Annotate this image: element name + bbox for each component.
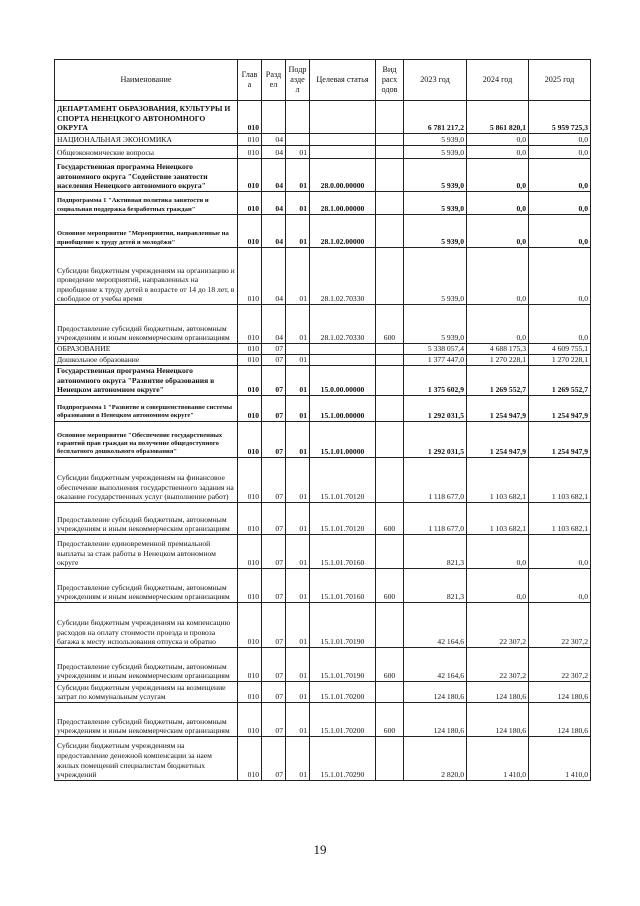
row-razdel: 07 [262, 457, 286, 502]
row-value-2024: 0,0 [467, 159, 529, 192]
row-target-article [310, 146, 376, 159]
row-name: Основное мероприятие "Обеспечение государственных гарантий прав граждан на получение общедоступного бесплатного дошкольного образования" [55, 421, 238, 457]
row-glava: 010 [238, 192, 262, 215]
row-value-2024: 0,0 [467, 192, 529, 215]
row-expense-type [376, 602, 404, 647]
row-expense-type [376, 159, 404, 192]
row-target-article [310, 344, 376, 355]
row-glava: 010 [238, 702, 262, 736]
row-expense-type [376, 215, 404, 248]
row-glava: 010 [238, 502, 262, 534]
table-row [55, 681, 591, 702]
row-name: Субсидии бюджетным учреждениям на возмещение затрат по коммунальным услугам [55, 681, 238, 702]
row-value-2024: 22 307,2 [467, 602, 529, 647]
row-expense-type [376, 421, 404, 457]
row-name: Общеэкономические вопросы [55, 146, 238, 159]
row-razdel: 04 [262, 305, 286, 344]
row-expense-type [376, 248, 404, 305]
row-name: Предоставление субсидий бюджетным, автономным учреждениям и иным некоммерческим организациям [55, 647, 238, 681]
row-value-2023: 1 377 447,0 [404, 355, 467, 366]
row-glava: 010 [238, 395, 262, 421]
row-value-2025: 1 269 552,7 [529, 366, 591, 396]
table-body [55, 101, 591, 781]
row-razdel: 07 [262, 736, 286, 780]
budget-table [54, 59, 591, 781]
row-name: Предоставление субсидий бюджетным, автономным учреждениям и иным некоммерческим организациям [55, 502, 238, 534]
row-value-2024: 4 688 175,3 [467, 344, 529, 355]
row-name: Подпрограмма 1 "Активная политика занятости и социальная поддержка безработных граждан" [55, 192, 238, 215]
row-value-2023: 821,3 [404, 534, 467, 568]
row-value-2023: 5 939,0 [404, 192, 467, 215]
row-podrazdel: 01 [286, 568, 310, 602]
row-razdel: 07 [262, 568, 286, 602]
row-target-article: 15.1.01.70290 [310, 736, 376, 780]
row-value-2024: 0,0 [467, 248, 529, 305]
row-target-article: 15.1.01.70200 [310, 681, 376, 702]
row-target-article: 15.1.01.00000 [310, 421, 376, 457]
row-glava: 010 [238, 146, 262, 159]
row-glava: 010 [238, 366, 262, 396]
row-glava: 010 [238, 421, 262, 457]
row-value-2025: 0,0 [529, 305, 591, 344]
row-value-2025: 0,0 [529, 534, 591, 568]
row-value-2023: 5 939,0 [404, 215, 467, 248]
row-razdel: 07 [262, 602, 286, 647]
row-target-article: 15.1.00.00000 [310, 395, 376, 421]
row-target-article [310, 134, 376, 146]
row-value-2025: 1 270 228,1 [529, 355, 591, 366]
row-value-2023: 5 939,0 [404, 248, 467, 305]
row-razdel: 07 [262, 502, 286, 534]
row-razdel: 04 [262, 159, 286, 192]
row-target-article [310, 355, 376, 366]
row-podrazdel: 01 [286, 395, 310, 421]
row-value-2023: 42 164,6 [404, 647, 467, 681]
row-podrazdel [286, 344, 310, 355]
row-podrazdel: 01 [286, 192, 310, 215]
row-target-article: 15.1.01.70160 [310, 534, 376, 568]
row-value-2025: 1 103 682,1 [529, 457, 591, 502]
col-header-expense-type: Вид расх одов [376, 60, 404, 101]
row-value-2023: 124 180,6 [404, 681, 467, 702]
row-glava: 010 [238, 159, 262, 192]
row-value-2023: 5 939,0 [404, 134, 467, 146]
table-row [55, 736, 591, 780]
row-razdel: 07 [262, 366, 286, 396]
row-value-2025: 22 307,2 [529, 647, 591, 681]
table-row [55, 421, 591, 457]
row-podrazdel: 01 [286, 355, 310, 366]
row-expense-type [376, 101, 404, 134]
row-podrazdel: 01 [286, 366, 310, 396]
row-podrazdel: 01 [286, 602, 310, 647]
row-name: Субсидии бюджетным учреждениям на компенсацию расходов на оплату стоимости проезда и провоза багажа к месту использования отпуска и обратно [55, 602, 238, 647]
row-value-2024: 0,0 [467, 215, 529, 248]
row-value-2025: 0,0 [529, 134, 591, 146]
row-value-2024: 0,0 [467, 305, 529, 344]
row-value-2025: 1 410,0 [529, 736, 591, 780]
row-value-2023: 5 338 057,4 [404, 344, 467, 355]
row-name: Предоставление субсидий бюджетным, автономным учреждениям и иным некоммерческим организациям [55, 568, 238, 602]
table-row [55, 248, 591, 305]
col-header-2025: 2025 год [529, 60, 591, 101]
row-value-2024: 0,0 [467, 568, 529, 602]
table-row [55, 457, 591, 502]
row-value-2023: 124 180,6 [404, 702, 467, 736]
row-expense-type: 600 [376, 568, 404, 602]
row-value-2025: 0,0 [529, 159, 591, 192]
row-podrazdel: 01 [286, 502, 310, 534]
row-value-2024: 1 410,0 [467, 736, 529, 780]
row-name: НАЦИОНАЛЬНАЯ ЭКОНОМИКА [55, 134, 238, 146]
table-row [55, 159, 591, 192]
col-header-podrazdel: Подр азде л [286, 60, 310, 101]
row-value-2024: 0,0 [467, 534, 529, 568]
page-number: 19 [313, 842, 327, 857]
row-value-2025: 1 254 947,9 [529, 395, 591, 421]
row-value-2025: 22 307,2 [529, 602, 591, 647]
row-target-article: 15.0.00.00000 [310, 366, 376, 396]
row-razdel: 04 [262, 215, 286, 248]
table-header-row [55, 60, 591, 101]
row-glava: 010 [238, 134, 262, 146]
row-value-2025: 0,0 [529, 146, 591, 159]
row-value-2023: 821,3 [404, 568, 467, 602]
row-value-2023: 5 939,0 [404, 159, 467, 192]
row-value-2024: 124 180,6 [467, 702, 529, 736]
row-name: Предоставление субсидий бюджетным, автономным учреждениям и иным некоммерческим организациям [55, 702, 238, 736]
row-name: Субсидии бюджетным учреждениям на организацию и проведение мероприятий, направленных на приобщение к труду детей в возрасте от 14 до 18 лет, в свободное от учебы время [55, 248, 238, 305]
row-glava: 010 [238, 355, 262, 366]
table-row [55, 344, 591, 355]
row-glava: 010 [238, 344, 262, 355]
row-name: Предоставление единовременной премиальной выплаты за стаж работы в Ненецком автономном округе [55, 534, 238, 568]
col-header-glava: Глав а [238, 60, 262, 101]
row-glava: 010 [238, 736, 262, 780]
row-glava: 010 [238, 248, 262, 305]
row-expense-type: 600 [376, 647, 404, 681]
row-target-article: 15.1.01.70160 [310, 568, 376, 602]
row-value-2025: 5 959 725,3 [529, 101, 591, 134]
table-row [55, 647, 591, 681]
row-razdel: 07 [262, 344, 286, 355]
row-expense-type: 600 [376, 502, 404, 534]
row-podrazdel: 01 [286, 534, 310, 568]
row-name: Предоставление субсидий бюджетным, автономным учреждениям и иным некоммерческим организациям [55, 305, 238, 344]
row-target-article [310, 101, 376, 134]
row-value-2025: 4 609 755,1 [529, 344, 591, 355]
col-header-2023: 2023 год [404, 60, 467, 101]
row-razdel: 07 [262, 421, 286, 457]
row-value-2024: 124 180,6 [467, 681, 529, 702]
table-row [55, 305, 591, 344]
row-value-2023: 1 118 677,0 [404, 502, 467, 534]
col-header-2024: 2024 год [467, 60, 529, 101]
row-glava: 010 [238, 305, 262, 344]
row-podrazdel [286, 101, 310, 134]
row-name: Дошкольное образование [55, 355, 238, 366]
row-value-2023: 1 375 602,9 [404, 366, 467, 396]
row-razdel: 07 [262, 702, 286, 736]
table-row [55, 568, 591, 602]
row-value-2024: 22 307,2 [467, 647, 529, 681]
row-name: Субсидии бюджетным учреждениям на финансовое обеспечение выполнения государственного задания на оказание государственных услуг (выполнение работ) [55, 457, 238, 502]
row-value-2024: 1 103 682,1 [467, 502, 529, 534]
row-expense-type [376, 344, 404, 355]
row-expense-type [376, 134, 404, 146]
row-target-article: 28.1.02.00000 [310, 215, 376, 248]
table-row [55, 366, 591, 396]
row-value-2024: 1 103 682,1 [467, 457, 529, 502]
table-row [55, 502, 591, 534]
row-value-2024: 5 861 820,1 [467, 101, 529, 134]
row-podrazdel [286, 134, 310, 146]
row-value-2024: 1 269 552,7 [467, 366, 529, 396]
row-expense-type: 600 [376, 702, 404, 736]
row-value-2025: 1 254 947,9 [529, 421, 591, 457]
row-podrazdel: 01 [286, 305, 310, 344]
row-name: ОБРАЗОВАНИЕ [55, 344, 238, 355]
row-expense-type [376, 192, 404, 215]
row-value-2025: 124 180,6 [529, 681, 591, 702]
row-value-2023: 2 820,0 [404, 736, 467, 780]
row-razdel [262, 101, 286, 134]
col-header-target-article: Целевая статья [310, 60, 376, 101]
row-value-2024: 1 254 947,9 [467, 395, 529, 421]
row-name: Государственная программа Ненецкого автономного округа "Развитие образования в Ненецком автономном округе" [55, 366, 238, 396]
row-glava: 010 [238, 647, 262, 681]
row-razdel: 07 [262, 355, 286, 366]
row-name: Субсидии бюджетным учреждениям на предоставление денежной компенсации за наем жилых помещений специалистам бюджетных учреждений [55, 736, 238, 780]
row-value-2025: 0,0 [529, 248, 591, 305]
table-row [55, 534, 591, 568]
row-razdel: 04 [262, 146, 286, 159]
row-value-2023: 5 939,0 [404, 146, 467, 159]
row-expense-type [376, 355, 404, 366]
row-razdel: 04 [262, 192, 286, 215]
row-expense-type [376, 681, 404, 702]
row-razdel: 04 [262, 248, 286, 305]
row-value-2023: 1 292 031,5 [404, 395, 467, 421]
row-value-2023: 6 781 217,2 [404, 101, 467, 134]
row-expense-type [376, 457, 404, 502]
row-glava: 010 [238, 681, 262, 702]
table-row [55, 602, 591, 647]
row-target-article: 28.1.00.00000 [310, 192, 376, 215]
row-target-article: 28.1.02.70330 [310, 305, 376, 344]
row-target-article: 15.1.01.70190 [310, 602, 376, 647]
row-value-2023: 5 939,0 [404, 305, 467, 344]
row-target-article: 28.0.00.00000 [310, 159, 376, 192]
table-row [55, 702, 591, 736]
row-target-article: 28.1.02.70330 [310, 248, 376, 305]
row-razdel: 07 [262, 647, 286, 681]
row-glava: 010 [238, 602, 262, 647]
row-podrazdel: 01 [286, 215, 310, 248]
row-podrazdel: 01 [286, 647, 310, 681]
table-row [55, 215, 591, 248]
row-value-2025: 0,0 [529, 192, 591, 215]
row-value-2025: 0,0 [529, 215, 591, 248]
row-target-article: 15.1.01.70190 [310, 647, 376, 681]
table-row [55, 192, 591, 215]
row-expense-type [376, 146, 404, 159]
row-value-2025: 1 103 682,1 [529, 502, 591, 534]
row-name: Подпрограмма 1 "Развитие и совершенствование системы образования в Ненецком автономном округе" [55, 395, 238, 421]
row-podrazdel: 01 [286, 146, 310, 159]
row-value-2024: 0,0 [467, 146, 529, 159]
row-name: Основное мероприятие "Мероприятия, направленные на приобщение к труду детей и молодёжи" [55, 215, 238, 248]
row-expense-type: 600 [376, 305, 404, 344]
row-glava: 010 [238, 215, 262, 248]
table-row [55, 355, 591, 366]
row-razdel: 04 [262, 134, 286, 146]
row-value-2024: 1 270 228,1 [467, 355, 529, 366]
row-value-2023: 42 164,6 [404, 602, 467, 647]
col-header-razdel: Разд ел [262, 60, 286, 101]
row-razdel: 07 [262, 395, 286, 421]
row-podrazdel: 01 [286, 159, 310, 192]
table-row [55, 134, 591, 146]
row-glava: 010 [238, 457, 262, 502]
row-name: ДЕПАРТАМЕНТ ОБРАЗОВАНИЯ, КУЛЬТУРЫ И СПОРТА НЕНЕЦКОГО АВТОНОМНОГО ОКРУГА [55, 101, 238, 134]
row-value-2025: 0,0 [529, 568, 591, 602]
row-expense-type [376, 366, 404, 396]
col-header-name: Наименование [55, 60, 238, 101]
row-target-article: 15.1.01.70200 [310, 702, 376, 736]
row-glava: 010 [238, 534, 262, 568]
row-razdel: 07 [262, 534, 286, 568]
table-row [55, 395, 591, 421]
row-value-2023: 1 118 677,0 [404, 457, 467, 502]
row-value-2023: 1 292 031,5 [404, 421, 467, 457]
row-expense-type [376, 534, 404, 568]
row-podrazdel: 01 [286, 248, 310, 305]
row-name: Государственная программа Ненецкого автономного округа "Содействие занятости населения Ненецкого автономного округа" [55, 159, 238, 192]
table-row [55, 146, 591, 159]
table-row [55, 101, 591, 134]
row-glava: 010 [238, 101, 262, 134]
row-podrazdel: 01 [286, 702, 310, 736]
row-podrazdel: 01 [286, 736, 310, 780]
row-podrazdel: 01 [286, 421, 310, 457]
row-target-article: 15.1.01.70120 [310, 502, 376, 534]
row-podrazdel: 01 [286, 681, 310, 702]
row-expense-type [376, 736, 404, 780]
row-value-2025: 124 180,6 [529, 702, 591, 736]
row-expense-type [376, 395, 404, 421]
row-razdel: 07 [262, 681, 286, 702]
row-target-article: 15.1.01.70120 [310, 457, 376, 502]
row-podrazdel: 01 [286, 457, 310, 502]
row-value-2024: 0,0 [467, 134, 529, 146]
row-value-2024: 1 254 947,9 [467, 421, 529, 457]
row-glava: 010 [238, 568, 262, 602]
